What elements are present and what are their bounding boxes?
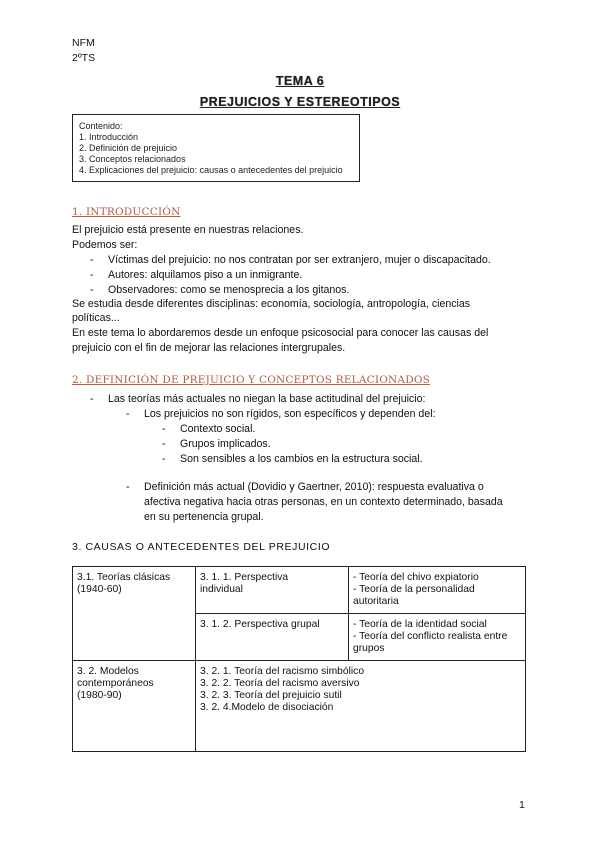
paragraph: prejuicio con el fin de mejorar las relaciones intergrupales. — [72, 342, 346, 354]
contents-item: 1. Introducción — [79, 132, 139, 142]
cell-text: 3. 2. 1. Teoría del racismo simbólico — [200, 666, 365, 677]
cell-text: 3. 2. 3. Teoría del prejuicio sutil — [200, 690, 342, 701]
list-item: Los prejuicios no son rígidos, son específicos y dependen del: — [144, 408, 436, 420]
cell-text: 3. 1. 2. Perspectiva grupal — [200, 619, 320, 630]
definition-line: afectiva negativa hacia otras personas, en un contexto determinado, basada — [144, 496, 503, 508]
list-item: Son sensibles a los cambios en la estructura social. — [180, 453, 423, 465]
cell-text: 3.1. Teorías clásicas — [77, 572, 171, 583]
cell-text: - Teoría del chivo expiatorio — [353, 572, 479, 583]
cell-text: autoritaria — [353, 596, 399, 607]
table-cell — [196, 614, 349, 661]
contents-item: 2. Definición de prejuicio — [79, 143, 178, 153]
table-row — [73, 661, 526, 752]
paragraph: Podemos ser: — [72, 239, 138, 251]
cell-text: (1980-90) — [77, 690, 122, 701]
author-initials: NFM — [72, 37, 95, 49]
paragraph: En este tema lo abordaremos desde un enfoque psicosocial para conocer las causas del — [72, 327, 489, 339]
table-cell — [73, 661, 196, 752]
list-item: Autores: alquilamos piso a un inmigrante. — [108, 269, 303, 281]
bullet-dash: - — [90, 284, 94, 296]
table-cell — [196, 661, 526, 752]
contents-box — [72, 114, 360, 182]
list-item: Las teorías más actuales no niegan la base actitudinal del prejuicio: — [108, 393, 426, 405]
cell-text: - Teoría del conflicto realista entre — [353, 631, 508, 642]
list-item: Grupos implicados. — [180, 438, 271, 450]
cell-text: (1940-60) — [77, 584, 122, 595]
cell-text: individual — [200, 584, 243, 595]
causes-table — [72, 566, 526, 752]
table-cell — [349, 614, 526, 661]
contents-heading: Contenido: — [79, 121, 123, 131]
bullet-dash: - — [162, 423, 166, 435]
cell-text: contemporáneos — [77, 678, 154, 689]
table-cell — [196, 567, 349, 614]
table-cell — [73, 567, 196, 661]
bullet-dash: - — [126, 408, 130, 420]
cell-text: grupos — [353, 643, 385, 654]
cell-text: - Teoría de la personalidad — [353, 584, 475, 595]
bullet-dash: - — [90, 269, 94, 281]
paragraph: políticas... — [72, 312, 120, 324]
paragraph: El prejuicio está presente en nuestras relaciones. — [72, 224, 304, 236]
cell-text: 3. 2. Modelos — [77, 666, 139, 677]
definition-line: Definición más actual (Dovidio y Gaertner, 2010): respuesta evaluativa o — [144, 481, 484, 493]
bullet-dash: - — [162, 438, 166, 450]
cell-text: - Teoría de la identidad social — [353, 619, 487, 630]
section-heading-introduccion: 1. INTRODUCCIÓN — [72, 206, 181, 218]
paragraph: Se estudia desde diferentes disciplinas: economía, sociología, antropología, ciencias — [72, 298, 471, 310]
cell-text: 3. 2. 2. Teoría del racismo aversivo — [200, 678, 360, 689]
section-heading-definicion: 2. DEFINICIÓN DE PREJUICIO Y CONCEPTOS RELACIONADOS — [72, 374, 431, 386]
bullet-dash: - — [126, 481, 130, 493]
page-title: TEMA 6 — [275, 74, 325, 88]
bullet-dash: - — [90, 393, 94, 405]
section-heading-causas: 3. CAUSAS O ANTECEDENTES DEL PREJUICIO — [72, 541, 331, 553]
list-item: Contexto social. — [180, 423, 256, 435]
bullet-dash: - — [162, 453, 166, 465]
page-subtitle: PREJUICIOS Y ESTEREOTIPOS — [199, 95, 401, 109]
cell-text: 3. 2. 4.Modelo de disociación — [200, 702, 334, 713]
cell-text: 3. 1. 1. Perspectiva — [200, 572, 289, 583]
table-row — [73, 567, 526, 614]
list-item: Víctimas del prejuicio: no nos contratan por ser extranjero, mujer o discapacitado. — [108, 254, 491, 266]
list-item: Observadores: como se menosprecia a los gitanos. — [108, 284, 350, 296]
contents-item: 3. Conceptos relacionados — [79, 154, 186, 164]
bullet-dash: - — [90, 254, 94, 266]
page-number: 1 — [519, 799, 525, 811]
course-label: 2ºTS — [72, 52, 96, 64]
contents-item: 4. Explicaciones del prejuicio: causas o antecedentes del prejuicio — [79, 165, 343, 175]
table-cell — [349, 567, 526, 614]
definition-line: en su pertenencia grupal. — [144, 511, 264, 523]
